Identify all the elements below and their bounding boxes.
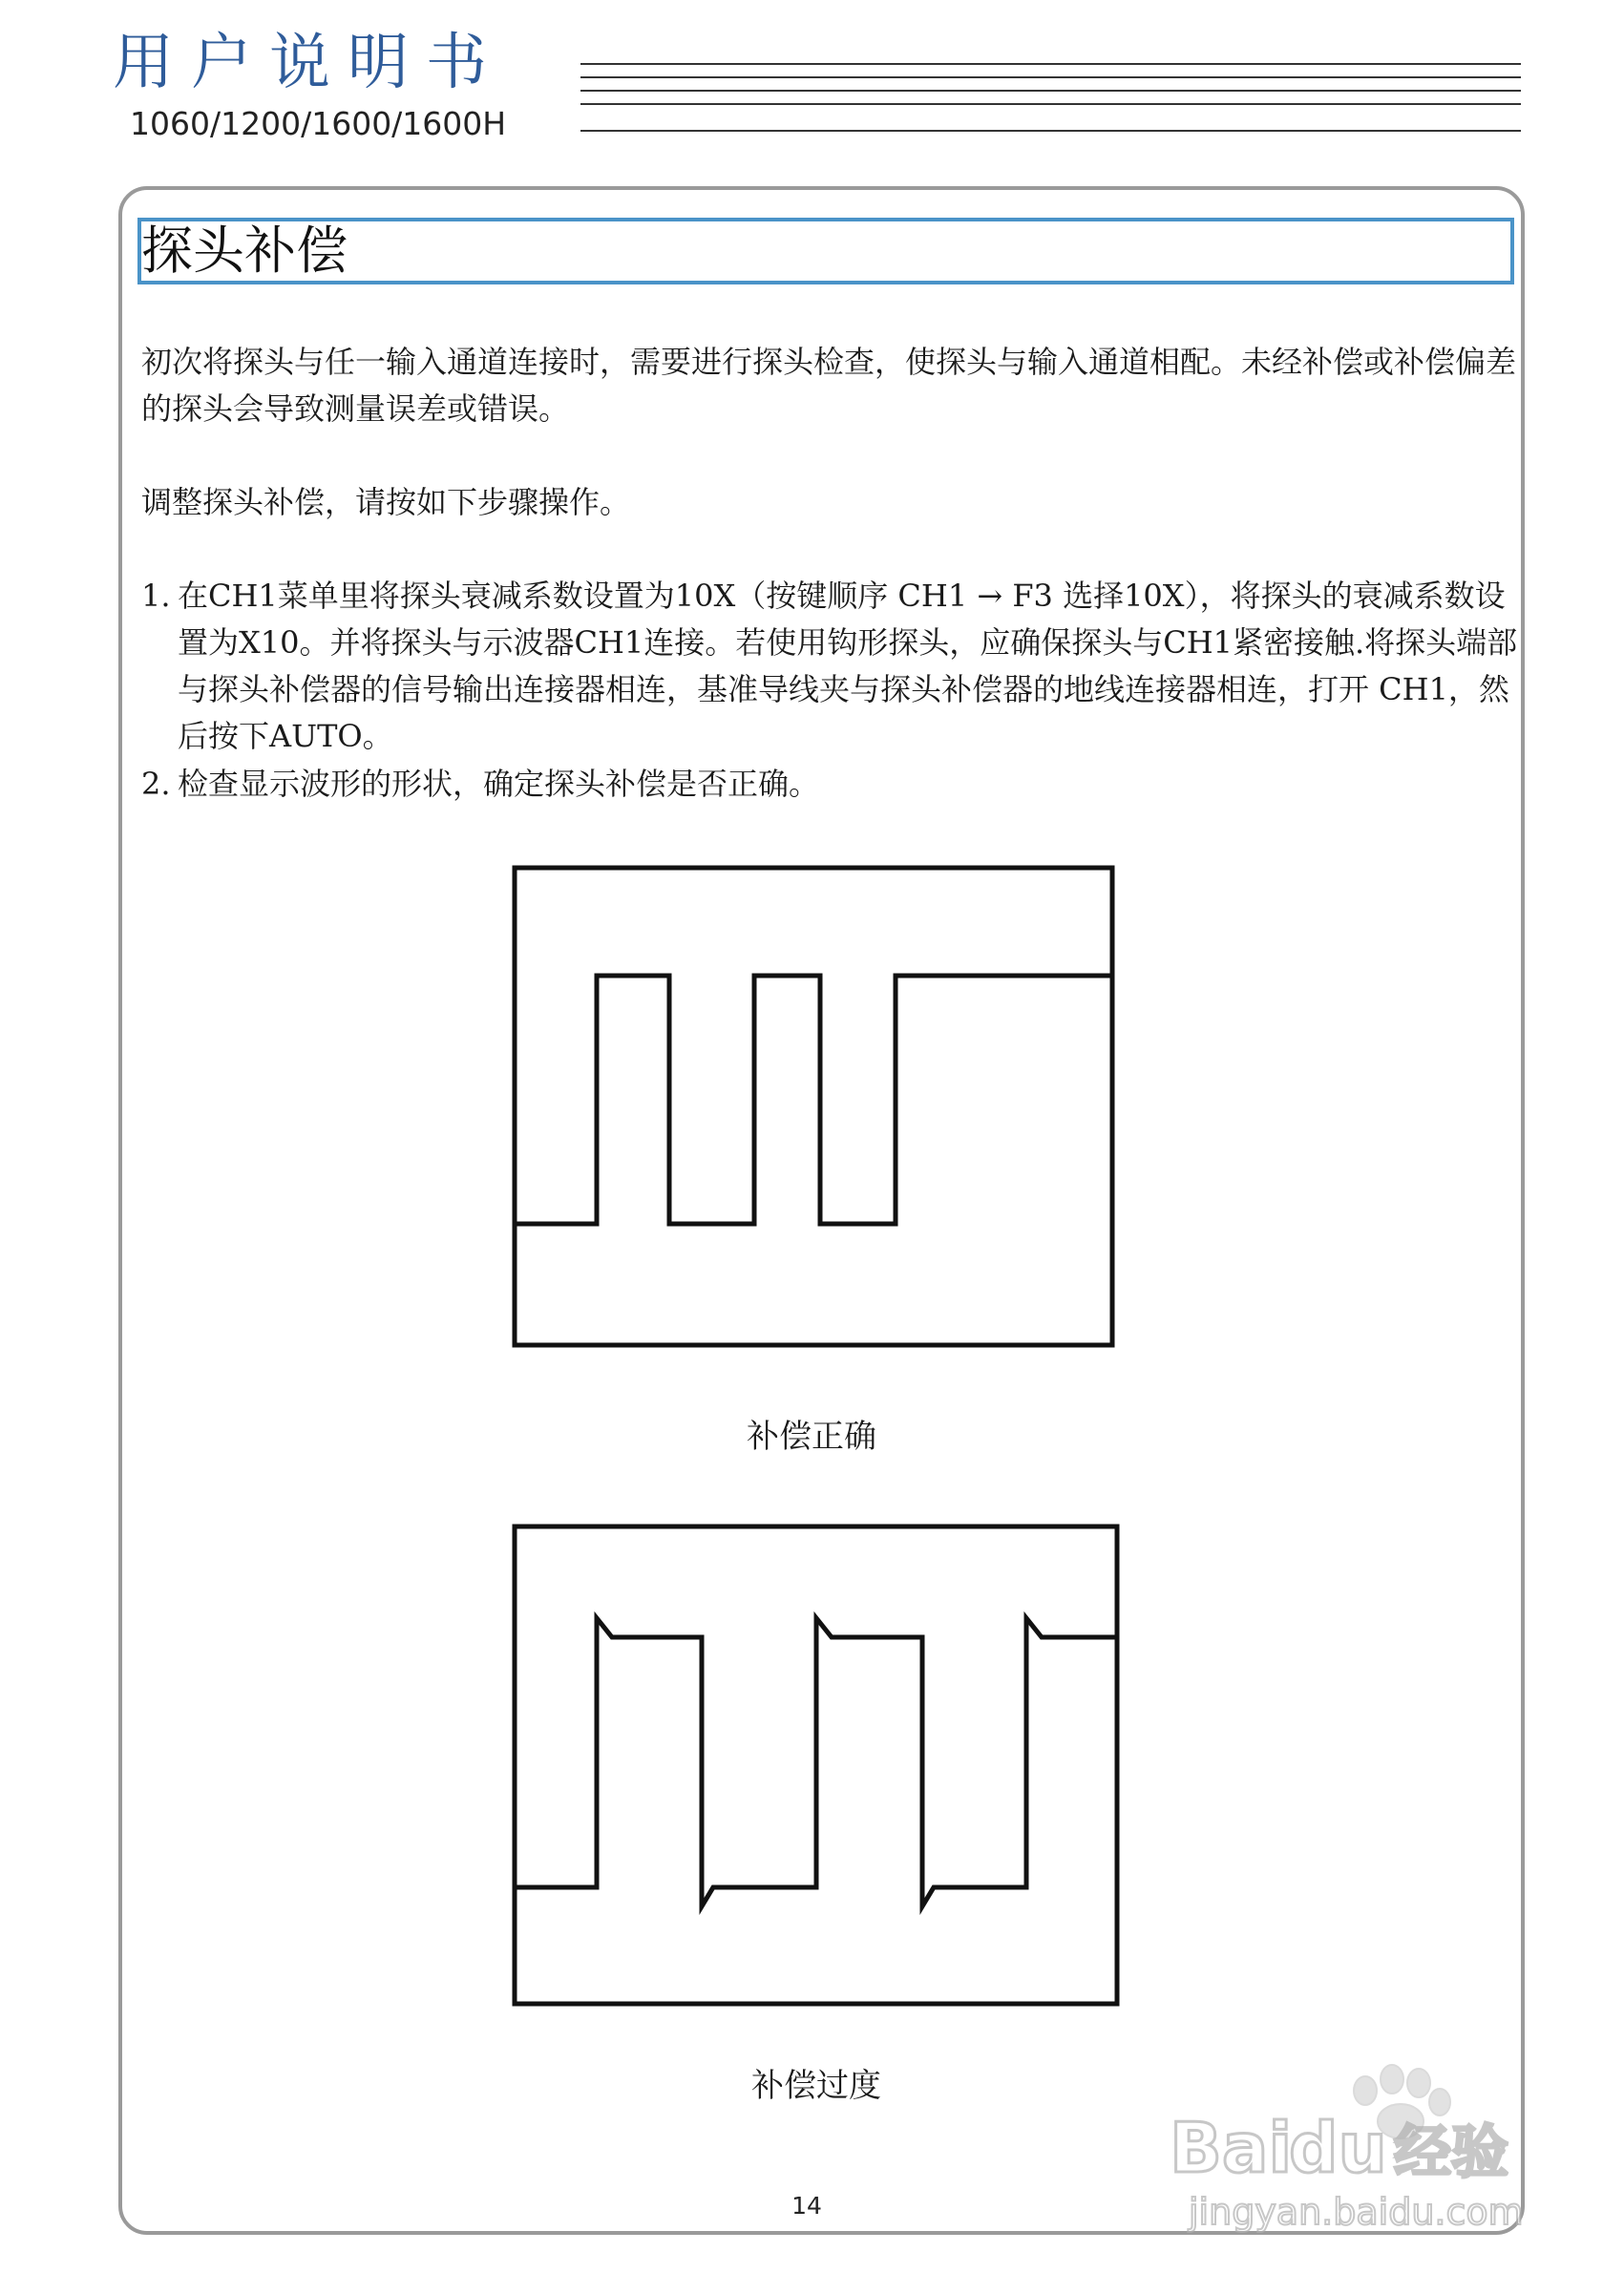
- overshoot-wave-trace: [515, 1618, 1117, 1906]
- svg-text:经验: 经验: [1394, 2119, 1508, 2186]
- svg-text:du: du: [1289, 2108, 1387, 2188]
- page-number: 14: [791, 2192, 822, 2220]
- model-numbers: 1060/1200/1600/1600H: [130, 105, 507, 142]
- screen-border: [515, 868, 1112, 1345]
- square-wave-trace: [515, 976, 1112, 1224]
- waveform-correct-figure: [511, 864, 1122, 1351]
- header-rule-4: [580, 103, 1521, 105]
- header-rule-3: [580, 90, 1521, 92]
- manual-title: 用户说明书: [113, 28, 504, 98]
- header-rule-2: [580, 76, 1521, 78]
- step-text: 检查显示波形的形状，确定探头补偿是否正确。: [178, 766, 820, 802]
- baidu-watermark-logo: [1160, 2052, 1561, 2243]
- section-title: 探头补偿: [141, 221, 348, 281]
- figure-caption: 补偿正确: [747, 1418, 876, 1456]
- figure-caption: 补偿过度: [751, 2067, 881, 2105]
- step-number: 2.: [141, 766, 171, 802]
- svg-text:jingyan.baidu.com: jingyan.baidu.com: [1189, 2191, 1524, 2233]
- step-number: 1.: [141, 578, 171, 614]
- header-rule-5: [580, 130, 1521, 132]
- step-text: 在CH1菜单里将探头衰减系数设置为10X（按键顺序 CH1 → F3 选择10X），将探头的衰减系数设置为X10。并将探头与示波器CH1连接。若使用钩形探头，应确保探头与CH1紧密接触.将探头端部与探头补偿器的信号输出连接器相连，基准导线夹与探头补偿器的地线连接器相连，打开 CH1，然后按下AUTO。: [178, 578, 1518, 754]
- header-rule-1: [580, 63, 1521, 65]
- svg-text:Bai: Bai: [1170, 2108, 1293, 2188]
- intro-paragraph: 初次将探头与任一输入通道连接时，需要进行探头检查，使探头与输入通道相配。未经补偿或补偿偏差的探头会导致测量误差或错误。: [141, 344, 1517, 427]
- waveform-overshoot-figure: [511, 1523, 1122, 2010]
- adjust-paragraph: 调整探头补偿，请按如下步骤操作。: [141, 484, 631, 520]
